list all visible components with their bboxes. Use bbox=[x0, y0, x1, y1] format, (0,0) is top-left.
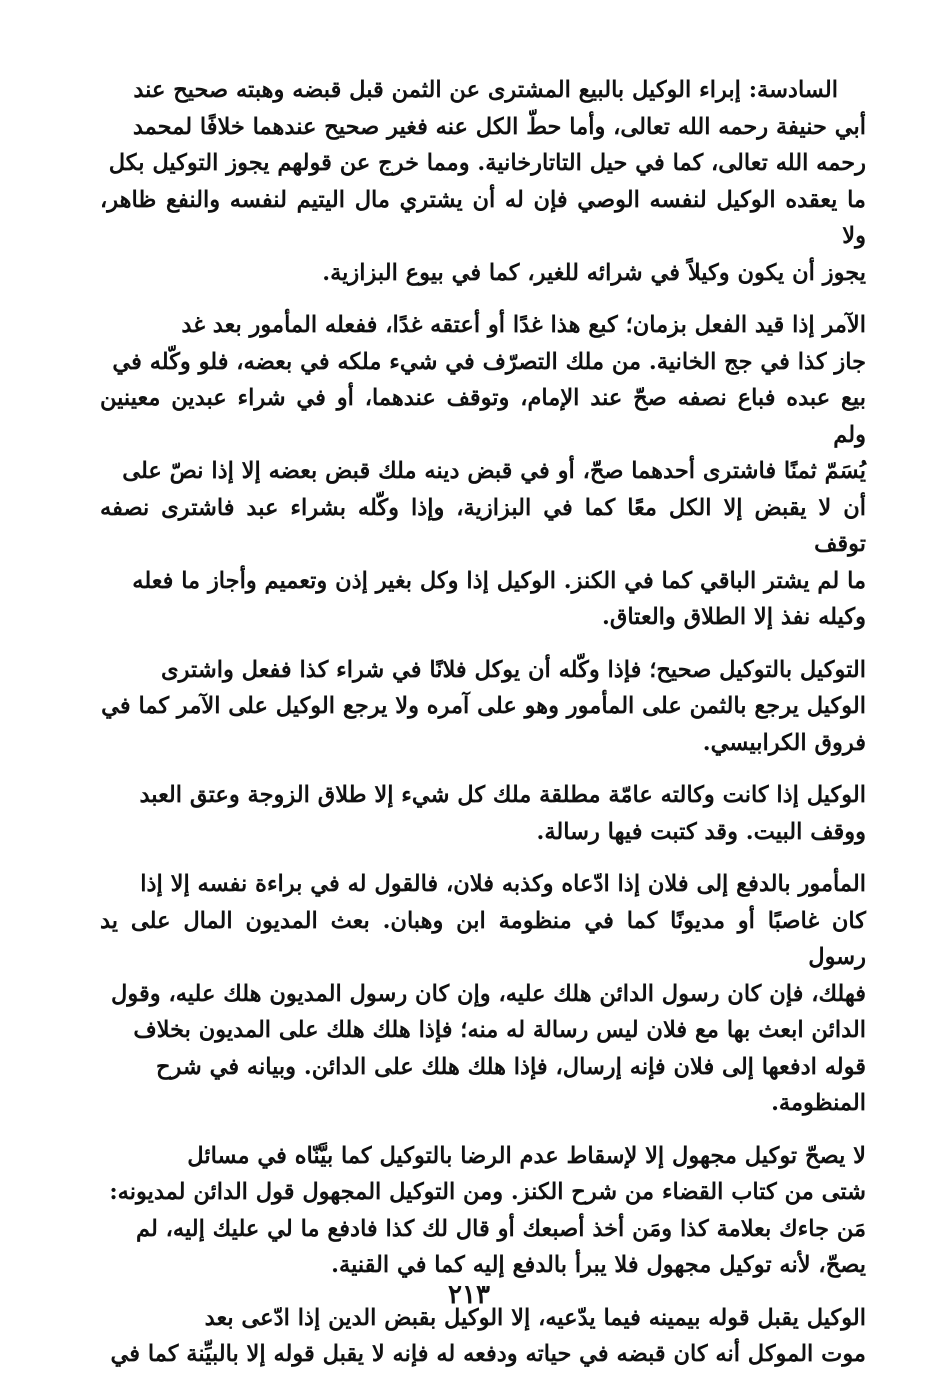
paragraph: التوكيل بالتوكيل صحيح؛ فإذا وكّله أن يوكل فلانًا في شراء كذا ففعل واشترى الوكيل يرجع بالثمن على المأمور وهو على آمره ولا يرجع الوكيل على الآمر كما في فروق الكرابيسي. bbox=[101, 656, 866, 756]
paragraph: المأمور بالدفع إلى فلان إذا ادّعاه وكذبه فلان، فالقول له في براءة نفسه إلا إذا كان غاصبًا أو مديونًا كما في منظومة ابن وهبان. بعث المديون المال على يد رسول فهلك، فإن كان رسول الدائن هلك عليه، وإن كان رسول المديون هلك عليه، وقول الدائن ابعث بها مع فلان ليس رسالة له منه؛ فإذا هلك هلك على المديون بخلاف قوله ادفعها إلى فلان فإنه إرسال، فإذا هلك هلك على الدائن. وبيانه في شرح المنظومة. bbox=[100, 871, 866, 1116]
paragraph: الوكيل يقبل قوله بيمينه فيما يدّعيه، إلا الوكيل بقبض الدين إذا ادّعى بعد موت الموكل أنه كان قبضه في حياته ودفعه له فإنه لا يقبل قوله إلا بالبيِّنة كما في bbox=[110, 1304, 866, 1367]
paragraph: الآمر إذا قيد الفعل بزمان؛ كبع هذا غدًا أو أعتقه غدًا، ففعله المأمور بعد غد جاز كذا في جج الخانية. من ملك التصرّف في شيء ملكه في بعضه، فلو وكّله في بيع عبده فباع نصفه صحّ عند الإمام، وتوقف عندهما، أو في شراء عبدين معينين ولم يُسَمّ ثمنًا فاشترى أحدهما صحّ، أو في قبض دينه ملك قبض بعضه إلا إذا نصّ على أن لا يقبض إلا الكل معًا كما في البزازية، وإذا وكّله بشراء عبد فاشترى نصفه توقف ما لم يشتر الباقي كما في الكنز. الوكيل إذا وكل بغير إذن وتعميم وأجاز ما فعله وكيله نفذ إلا الطلاق والعتاق. bbox=[100, 312, 866, 630]
paragraph: لا يصحّ توكيل مجهول إلا لإسقاط عدم الرضا بالتوكيل كما بيَّنّاه في مسائل شتى من كتاب القضاء من شرح الكنز. ومن التوكيل المجهول قول الدائن لمديونه: مَن جاءك بعلامة كذا ومَن أخذ أصبعك أو قال لك كذا فادفع ما لي عليك إليه، لم يصحّ، لأنه توكيل مجهول فلا يبرأ بالدفع إليه كما في القنية. bbox=[109, 1142, 866, 1278]
page-number: ٢١٣ bbox=[448, 1280, 490, 1310]
paragraph: الوكيل إذا كانت وكالته عامّة مطلقة ملك كل شيء إلا طلاق الزوجة وعتق العبد ووقف البيت. وقد كتبت فيها رسالة. bbox=[139, 782, 866, 845]
paragraph: السادسة: إبراء الوكيل بالبيع المشترى عن الثمن قبل قبضه وهبته صحيح عند أبي حنيفة رحمه الله تعالى، وأما حطّ الكل عنه فغير صحيح عندهما خلافًا لمحمد رحمه الله تعالى، كما في حيل التاتارخانية. ومما خرج عن قولهم يجوز التوكيل بكل ما يعقده الوكيل لنفسه الوصي فإن له أن يشتري مال اليتيم لنفسه والنفع ظاهر، ولا يجوز أن يكون وكيلاً في شرائه للغير، كما في بيوع البزازية. bbox=[100, 77, 866, 286]
page-body bbox=[100, 72, 866, 1373]
